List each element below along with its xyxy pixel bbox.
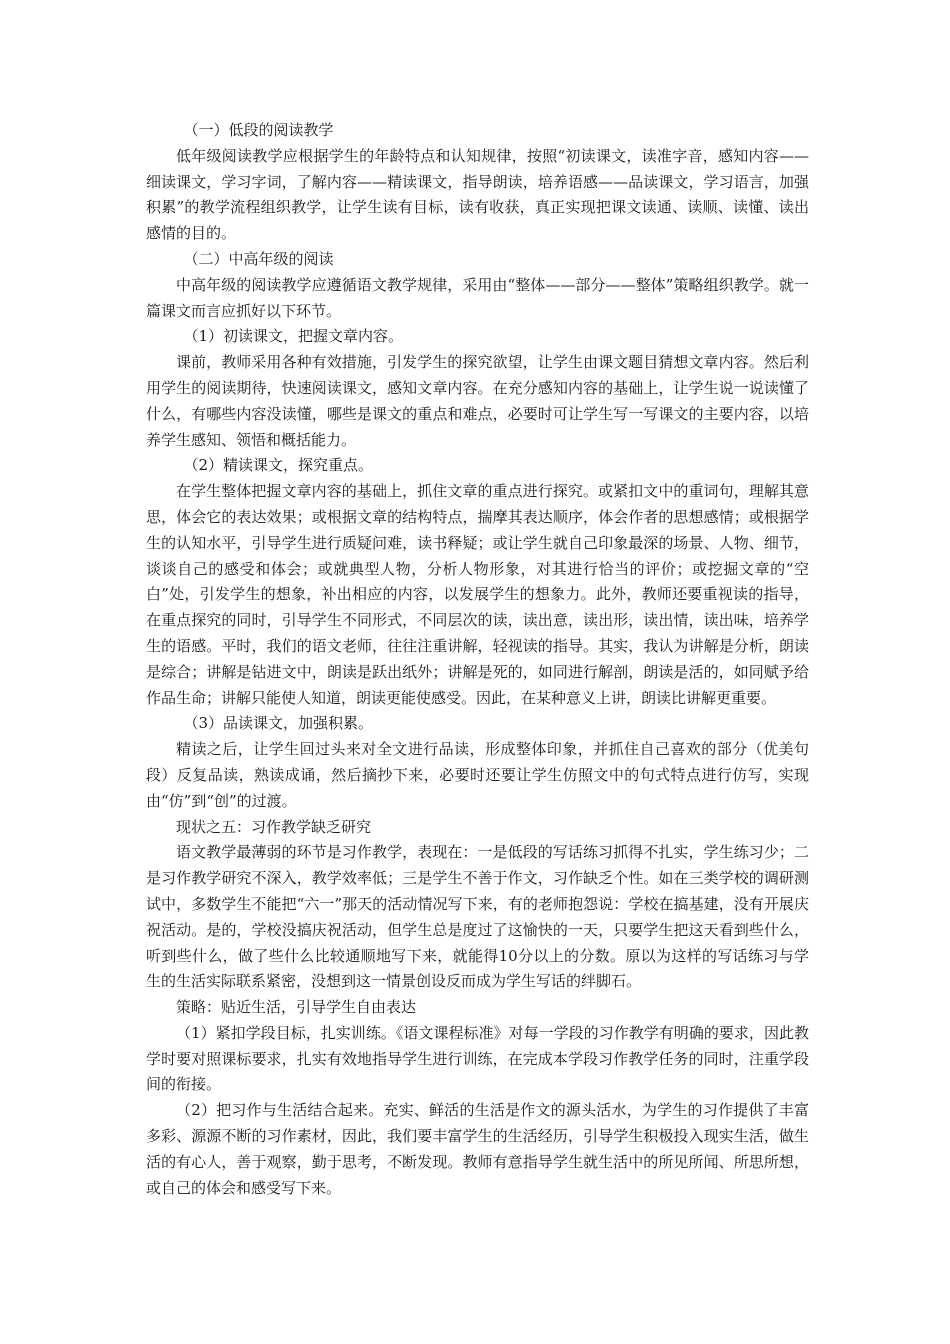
paragraph-first-reading: 课前，教师采用各种有效措施，引发学生的探究欲望，让学生由课文题目猜想文章内容。然后利用学生的阅读期待，快速阅读课文，感知文章内容。在充分感知内容的基础上，让学生说一说读懂了什么，有哪些内容没读懂，哪些是课文的重点和难点，必要时可让学生写一写课文的主要内容，以培养学生感知、领悟和概括能力。 (146, 353, 809, 449)
step-heading-first-reading: （1）初读课文，把握文章内容。 (183, 327, 404, 346)
strategy-heading: 策略：贴近生活，引导学生自由表达 (176, 998, 417, 1017)
paragraph-writing-teaching-status: 语文教学最薄弱的环节是习作教学，表现在：一是低段的写话练习抓得不扎实，学生练习少；二是习作教学研究不深入，教学效率低；三是学生不善于作文，习作缺乏个性。如在三类学校的调研测试中，多数学生不能把“六一”那天的活动情况写下来，有的老师抱怨说：学校在搞基建，没有开展庆祝活动。是的，学校没搞庆祝活动，但学生总是度过了这愉快的一天，只要学生把这天看到些什么，听到些什么，做了些什么比较通顺地写下来，就能得10分以上的分数。原以为这样的写话练习与学生的生活实际联系紧密，没想到这一情景创设反而成为学生写话的绊脚石。 (146, 843, 809, 991)
section-heading-low-grade-reading: （一）低段的阅读教学 (183, 121, 334, 139)
paragraph-strategy-1: （1）紧扣学段目标，扎实训练。《语文课程标准》对每一学段的习作教学有明确的要求，因此教学时要对照课标要求，扎实有效地指导学生进行训练，在完成本学段习作教学任务的同时，注重学段间的衔接。 (146, 1023, 809, 1094)
step-heading-close-reading: （2）精读课文，探究重点。 (183, 456, 374, 475)
document-body (146, 118, 809, 1201)
section-heading-upper-grade-reading: （二）中高年级的阅读 (183, 249, 334, 268)
paragraph-upper-grade-reading: 中高年级的阅读教学应遵循语文教学规律，采用由“整体——部分——整体”策略组织教学。就一篇课文而言应抓好以下环节。 (146, 275, 809, 320)
paragraph-strategy-2: （2）把习作与生活结合起来。充实、鲜活的生活是作文的源头活水，为学生的习作提供了丰富多彩、源源不断的习作素材，因此，我们要丰富学生的生活经历，引导学生积极投入现实生活，做生活的有心人，善于观察，勤于思考，不断发现。教师有意指导学生就生活中的所见所闻、所思所想，或自己的体会和感受写下来。 (146, 1101, 809, 1197)
status-heading-writing-teaching: 现状之五：习作教学缺乏研究 (176, 817, 372, 836)
paragraph-close-reading: 在学生整体把握文章内容的基础上，抓住文章的重点进行探究。或紧扣文中的重词句，理解其意思，体会它的表达效果；或根据文章的结构特点，揣摩其表达顺序，体会作者的思想感情；或根据学生的认知水平，引导学生进行质疑问难，读书释疑；或让学生就自己印象最深的场景、人物、细节，谈谈自己的感受和体会；或就典型人物，分析人物形象，对其进行恰当的评价；或挖掘文章的“空白”处，引发学生的想象，补出相应的内容，以发展学生的想象力。此外，教师还要重视读的指导，在重点探究的同时，引导学生不同形式，不同层次的读，读出意，读出形，读出情，读出味，培养学生的语感。平时，我们的语文老师，往往注重讲解，轻视读的指导。其实，我认为讲解是分析，朗读是综合；讲解是钻进文中，朗读是跃出纸外；讲解是死的，如同进行解剖，朗读是活的，如同赋予给作品生命；讲解只能使人知道，朗读更能使感受。因此，在某种意义上讲，朗读比讲解更重要。 (146, 482, 809, 707)
paragraph-low-grade-reading: 低年级阅读教学应根据学生的年龄特点和认知规律，按照“初读课文，读准字音，感知内容——细读课文，学习字词，了解内容——精读课文，指导朗读，培养语感——品读课文，学习语言，加强积累”的教学流程组织教学，让学生读有目标，读有收获，真正实现把课文读通、读顺、读懂、读出感情的目的。 (146, 146, 809, 243)
paragraph-appreciative-reading: 精读之后，让学生回过头来对全文进行品读，形成整体印象，并抓住自己喜欢的部分（优美句段）反复品读，熟读成诵，然后摘抄下来，必要时还要让学生仿照文中的句式特点进行仿写，实现由“仿”到“创”的过渡。 (146, 740, 809, 810)
step-heading-appreciative-reading: （3）品读课文，加强积累。 (183, 714, 374, 733)
